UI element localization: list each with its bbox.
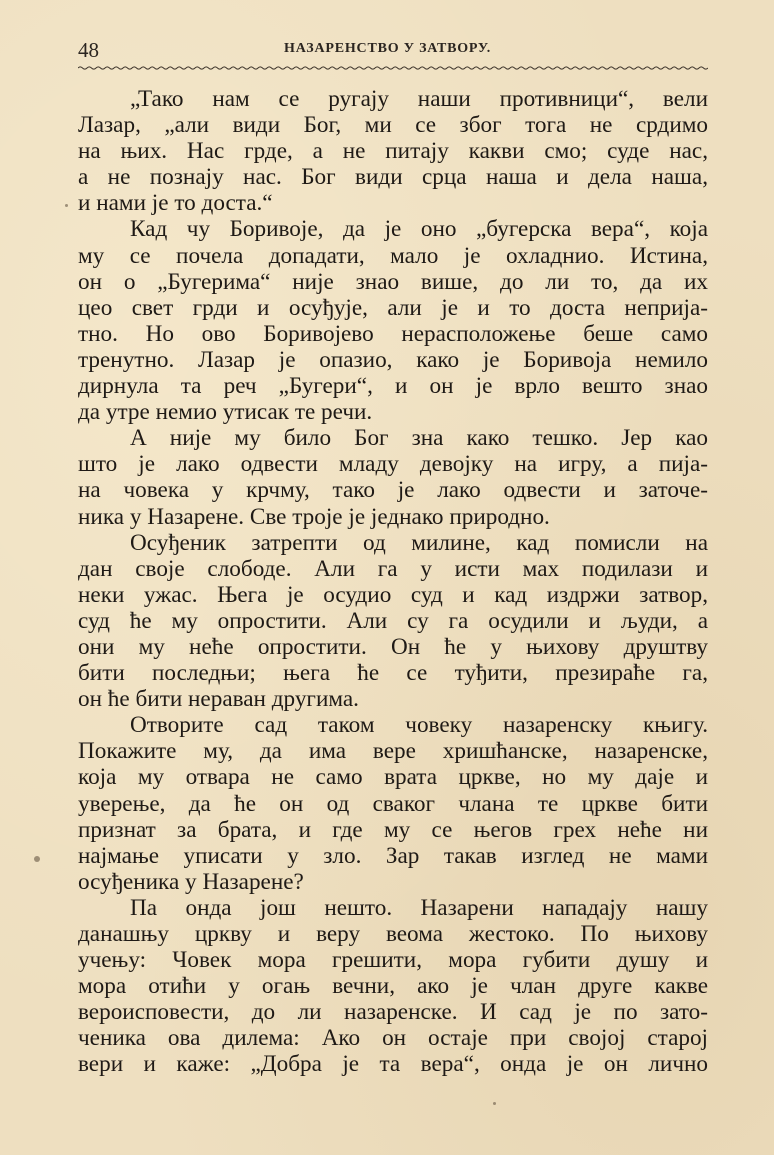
text-line: што је лако одвести младу девојку на игру, а пија- xyxy=(78,451,708,478)
text-line: уверење, да ће он од сваког члана те цркве бити xyxy=(78,790,708,817)
page-number: 48 xyxy=(78,38,99,62)
text-line: он о „Бугерима“ није знао више, до ли то, да их xyxy=(78,268,708,295)
body-text xyxy=(78,86,708,1078)
text-line: дирнула та реч „Бугери“, и он је врло вешто знао xyxy=(78,373,708,400)
text-line: они му неће опростити. Он ће у њихову друштву xyxy=(78,633,708,660)
text-line: вери и каже: „Добра је та вера“, онда је он лично xyxy=(78,1051,708,1078)
text-line: мора отићи у огањ вечни, ако је члан друге какве xyxy=(78,973,708,1000)
text-line: најмање уписати у зло. Зар такав изглед не мами xyxy=(78,842,708,869)
text-line: му се почела допадати, мало је охладнио. Истина, xyxy=(78,242,708,269)
text-line: вероисповести, до ли назаренске. И сад је по зато- xyxy=(78,999,708,1026)
text-line: неки ужас. Њега је осудио суд и кад издржи затвор, xyxy=(78,581,708,608)
text-line: „Тако нам се ругају наши противници“, вели xyxy=(130,86,708,112)
text-line: која му отвара не само врата цркве, но му даје и xyxy=(78,764,708,791)
text-line: да утре немио утисак те речи. xyxy=(78,399,373,426)
text-line: суд ће му опростити. Али су га осудили и људи, а xyxy=(78,607,708,634)
text-line: дан своје слободе. Али га у исти мах подилази и xyxy=(78,555,708,582)
text-line: тно. Но ово Боривојево нерасположење беше само xyxy=(78,320,708,347)
text-line: А није му било Бог зна како тешко. Јер као xyxy=(130,425,708,452)
text-line: а не познају нас. Бог види срца наша и дела наша, xyxy=(78,164,708,191)
page-speck-mark xyxy=(34,856,40,862)
text-line: Осуђеник затрепти од милине, кад помисли на xyxy=(130,529,708,556)
page-speck-mark xyxy=(493,1102,496,1105)
text-line: признат за брата, и где му се његов грех неће ни xyxy=(78,816,708,843)
text-line: он ће бити нераван другима. xyxy=(78,686,359,713)
text-line: и нами је то доста.“ xyxy=(78,190,273,217)
text-line: на човека у крчму, тако је лако одвести и заточе- xyxy=(78,477,708,504)
running-title: НАЗАРЕНСТВО У ЗАТВОРУ. xyxy=(284,41,492,56)
text-line: ченика ова дилема: Ако он остаје при својој старој xyxy=(78,1025,708,1052)
text-line: ника у Назарене. Све троје је једнако природно. xyxy=(78,503,550,530)
text-line: Па онда још нешто. Назарени нападају нашу xyxy=(130,894,708,921)
text-line: данашњу цркву и веру веома жестоко. По њихову xyxy=(78,921,708,947)
text-line: Покажите му, да има вере хришћанске, назаренске, xyxy=(78,738,708,765)
text-line: цео свет грди и осуђује, али је и то доста неприја- xyxy=(78,294,708,321)
text-line: Лазар, „али види Бог, ми се због тога не срдимо xyxy=(78,112,708,139)
decorative-wavy-rule xyxy=(78,62,708,74)
text-line: на њих. Нас грде, а не питају какви смо; суде нас, xyxy=(78,138,708,165)
text-line: Отворите сад таком човеку назаренску књигу. xyxy=(130,712,708,739)
text-line: Кад чу Боривоје, да је оно „бугерска вера“, која xyxy=(130,216,708,243)
text-line: тренутно. Лазар је опазио, како је Боривоја немило xyxy=(78,346,708,373)
text-line: бити последњи; њега ће се туђити, презираће га, xyxy=(78,660,708,687)
text-line: осуђеника у Назарене? xyxy=(78,868,304,895)
text-line: учењу: Човек мора грешити, мора губити душу и xyxy=(78,947,708,974)
page-speck-mark xyxy=(65,204,68,207)
